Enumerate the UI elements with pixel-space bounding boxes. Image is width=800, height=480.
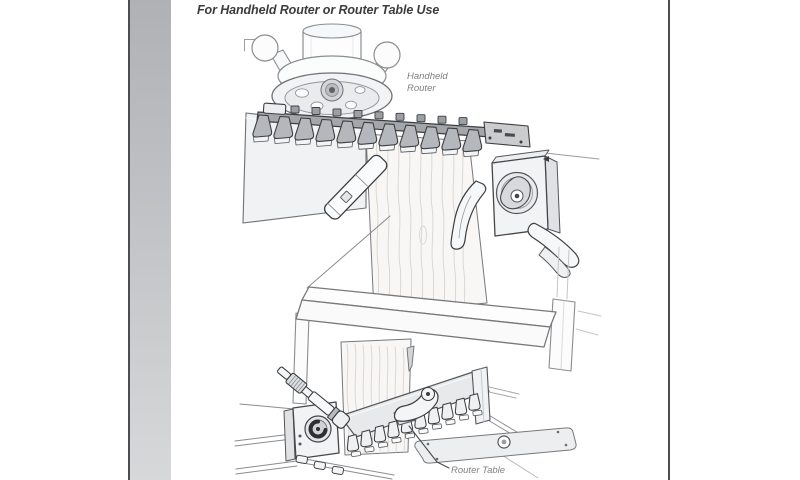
- cam-knob: [305, 416, 331, 442]
- template-end-plate: [484, 122, 530, 147]
- page-title: For Handheld Router or Router Table Use: [197, 3, 440, 17]
- router-collet: [321, 79, 343, 101]
- handheld-router-illustration: [243, 24, 599, 322]
- router-bit-opening: [498, 436, 510, 448]
- sidebar-gradient-bar: [130, 0, 171, 480]
- caption-handheld-router: Handheld Router: [407, 71, 448, 94]
- table-insert-plate: [415, 428, 576, 463]
- cam-dial: [497, 173, 538, 214]
- page-edge-rule-right: [668, 0, 670, 480]
- router-table-illustration: [235, 339, 576, 480]
- caption-router-table: Router Table: [451, 465, 506, 476]
- template-left-tab: [263, 103, 286, 115]
